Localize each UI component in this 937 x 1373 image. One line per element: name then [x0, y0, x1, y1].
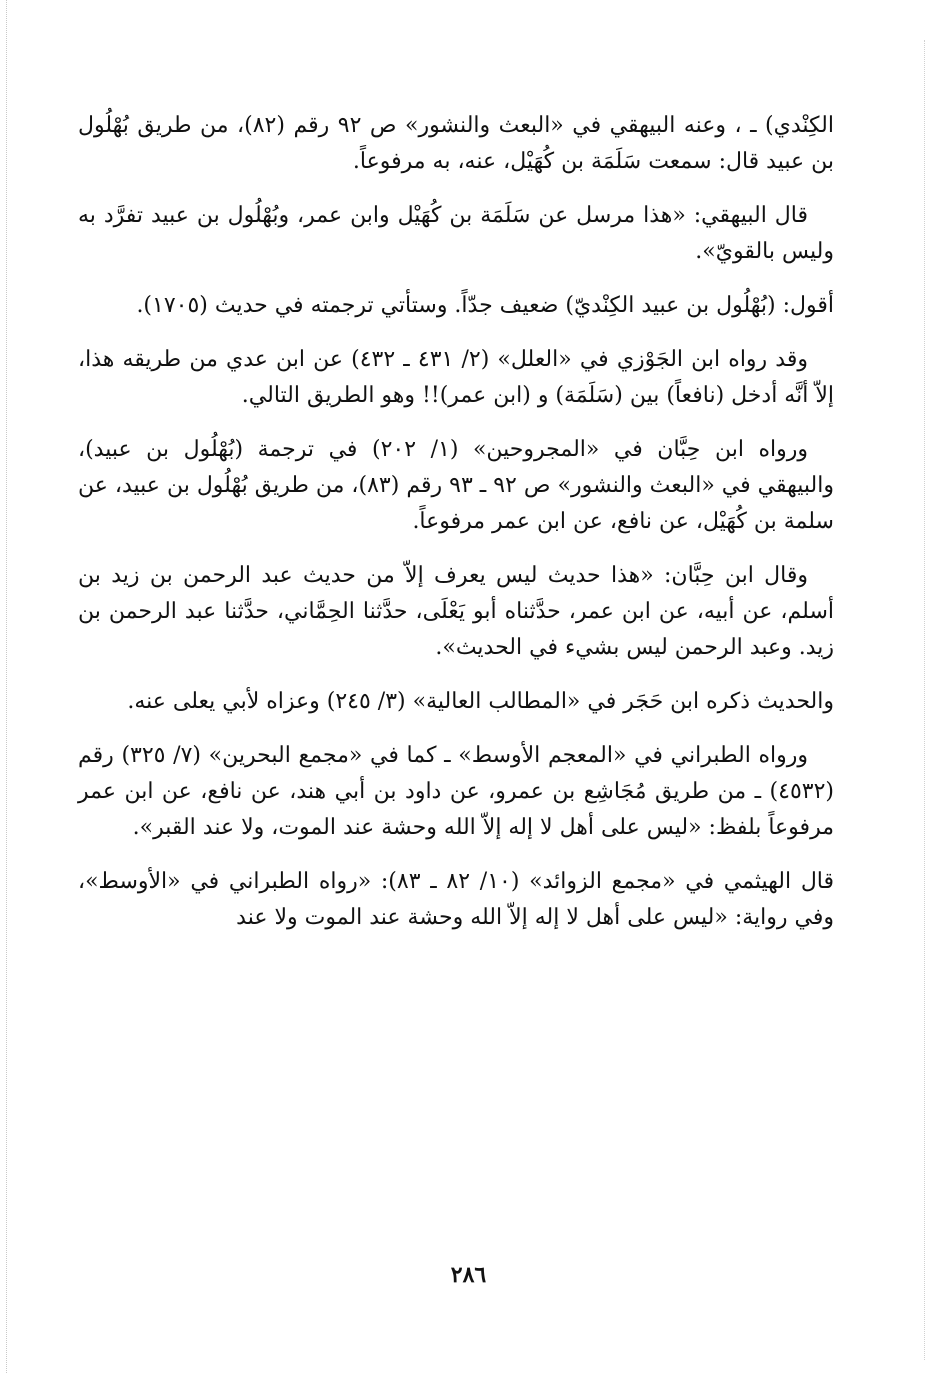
paragraph-9: قال الهيثمي في «مجمع الزوائد» (١٠/ ٨٢ ـ ٨٣): «رواه الطبراني في «الأوسط»، وفي رواية: «ليس على أهل لا إله إلاّ الله وحشة عند الموت ولا عند	[78, 869, 835, 930]
paragraph-7: والحديث ذكره ابن حَجَر في «المطالب العالية» (٣/ ٢٤٥) وعزاه لأبي يعلى عنه.	[127, 689, 834, 714]
page-edge-left	[6, 0, 7, 1373]
page-number: ٢٨٦	[450, 1262, 487, 1288]
paragraph-4: وقد رواه ابن الجَوْزي في «العلل» (٢/ ٤٣١ ـ ٤٣٢) عن ابن عدي من طريقه هذا، إلاّ أنَّه أدخل (نافعاً) بين (سَلَمَة) و (ابن عمر)!! وهو الطريق التالي.	[78, 347, 834, 408]
paragraph-8: ورواه الطبراني في «المعجم الأوسط» ـ كما في «مجمع البحرين» (٧/ ٣٢٥) رقم (٤٥٣٢) ـ من طريق مُجَاشِع بن عمرو، عن داود بن أبي هند، عن نافع، عن ابن عمر مرفوعاً بلفظ: «ليس على أهل لا إله إلاّ الله وحشة عند الموت، ولا عند القبر».	[78, 743, 834, 840]
paragraph-6: وقال ابن حِبَّان: «هذا حديث ليس يعرف إلاّ من حديث عبد الرحمن بن زيد بن أسلم، عن أبيه، عن ابن عمر، حدَّثناه أبو يَعْلَى، حدَّثنا الحِمَّاني، حدَّثنا عبد الرحمن بن زيد. وعبد الرحمن ليس بشيء في الحديث».	[78, 563, 834, 660]
paragraph-3: أقول: (بُهْلُول بن عبيد الكِنْديّ) ضعيف جدّاً. وستأتي ترجمته في حديث (١٧٠٥).	[136, 293, 834, 318]
paragraph-5: ورواه ابن حِبَّان في «المجروحين» (١/ ٢٠٢) في ترجمة (بُهْلُول بن عبيد)، والبيهقي في «البعث والنشور» ص ٩٢ ـ ٩٣ رقم (٨٣)، من طريق بُهْلُول بن عبيد، عن سلمة بن كُهَيْل، عن نافع، عن ابن عمر مرفوعاً.	[78, 437, 834, 534]
paragraph-2: قال البيهقي: «هذا مرسل عن سَلَمَة بن كُهَيْل وابن عمر، وبُهْلُول بن عبيد تفرَّد به وليس بالقويّ».	[78, 203, 834, 264]
paragraph-1: الكِنْدي) ـ ، وعنه البيهقي في «البعث والنشور» ص ٩٢ رقم (٨٢)، من طريق بُهْلُول بن عبيد قال: سمعت سَلَمَة بن كُهَيْل، عنه، به مرفوعاً.	[78, 113, 834, 174]
page-edge-right	[924, 40, 925, 1360]
page-body-text	[78, 108, 834, 954]
